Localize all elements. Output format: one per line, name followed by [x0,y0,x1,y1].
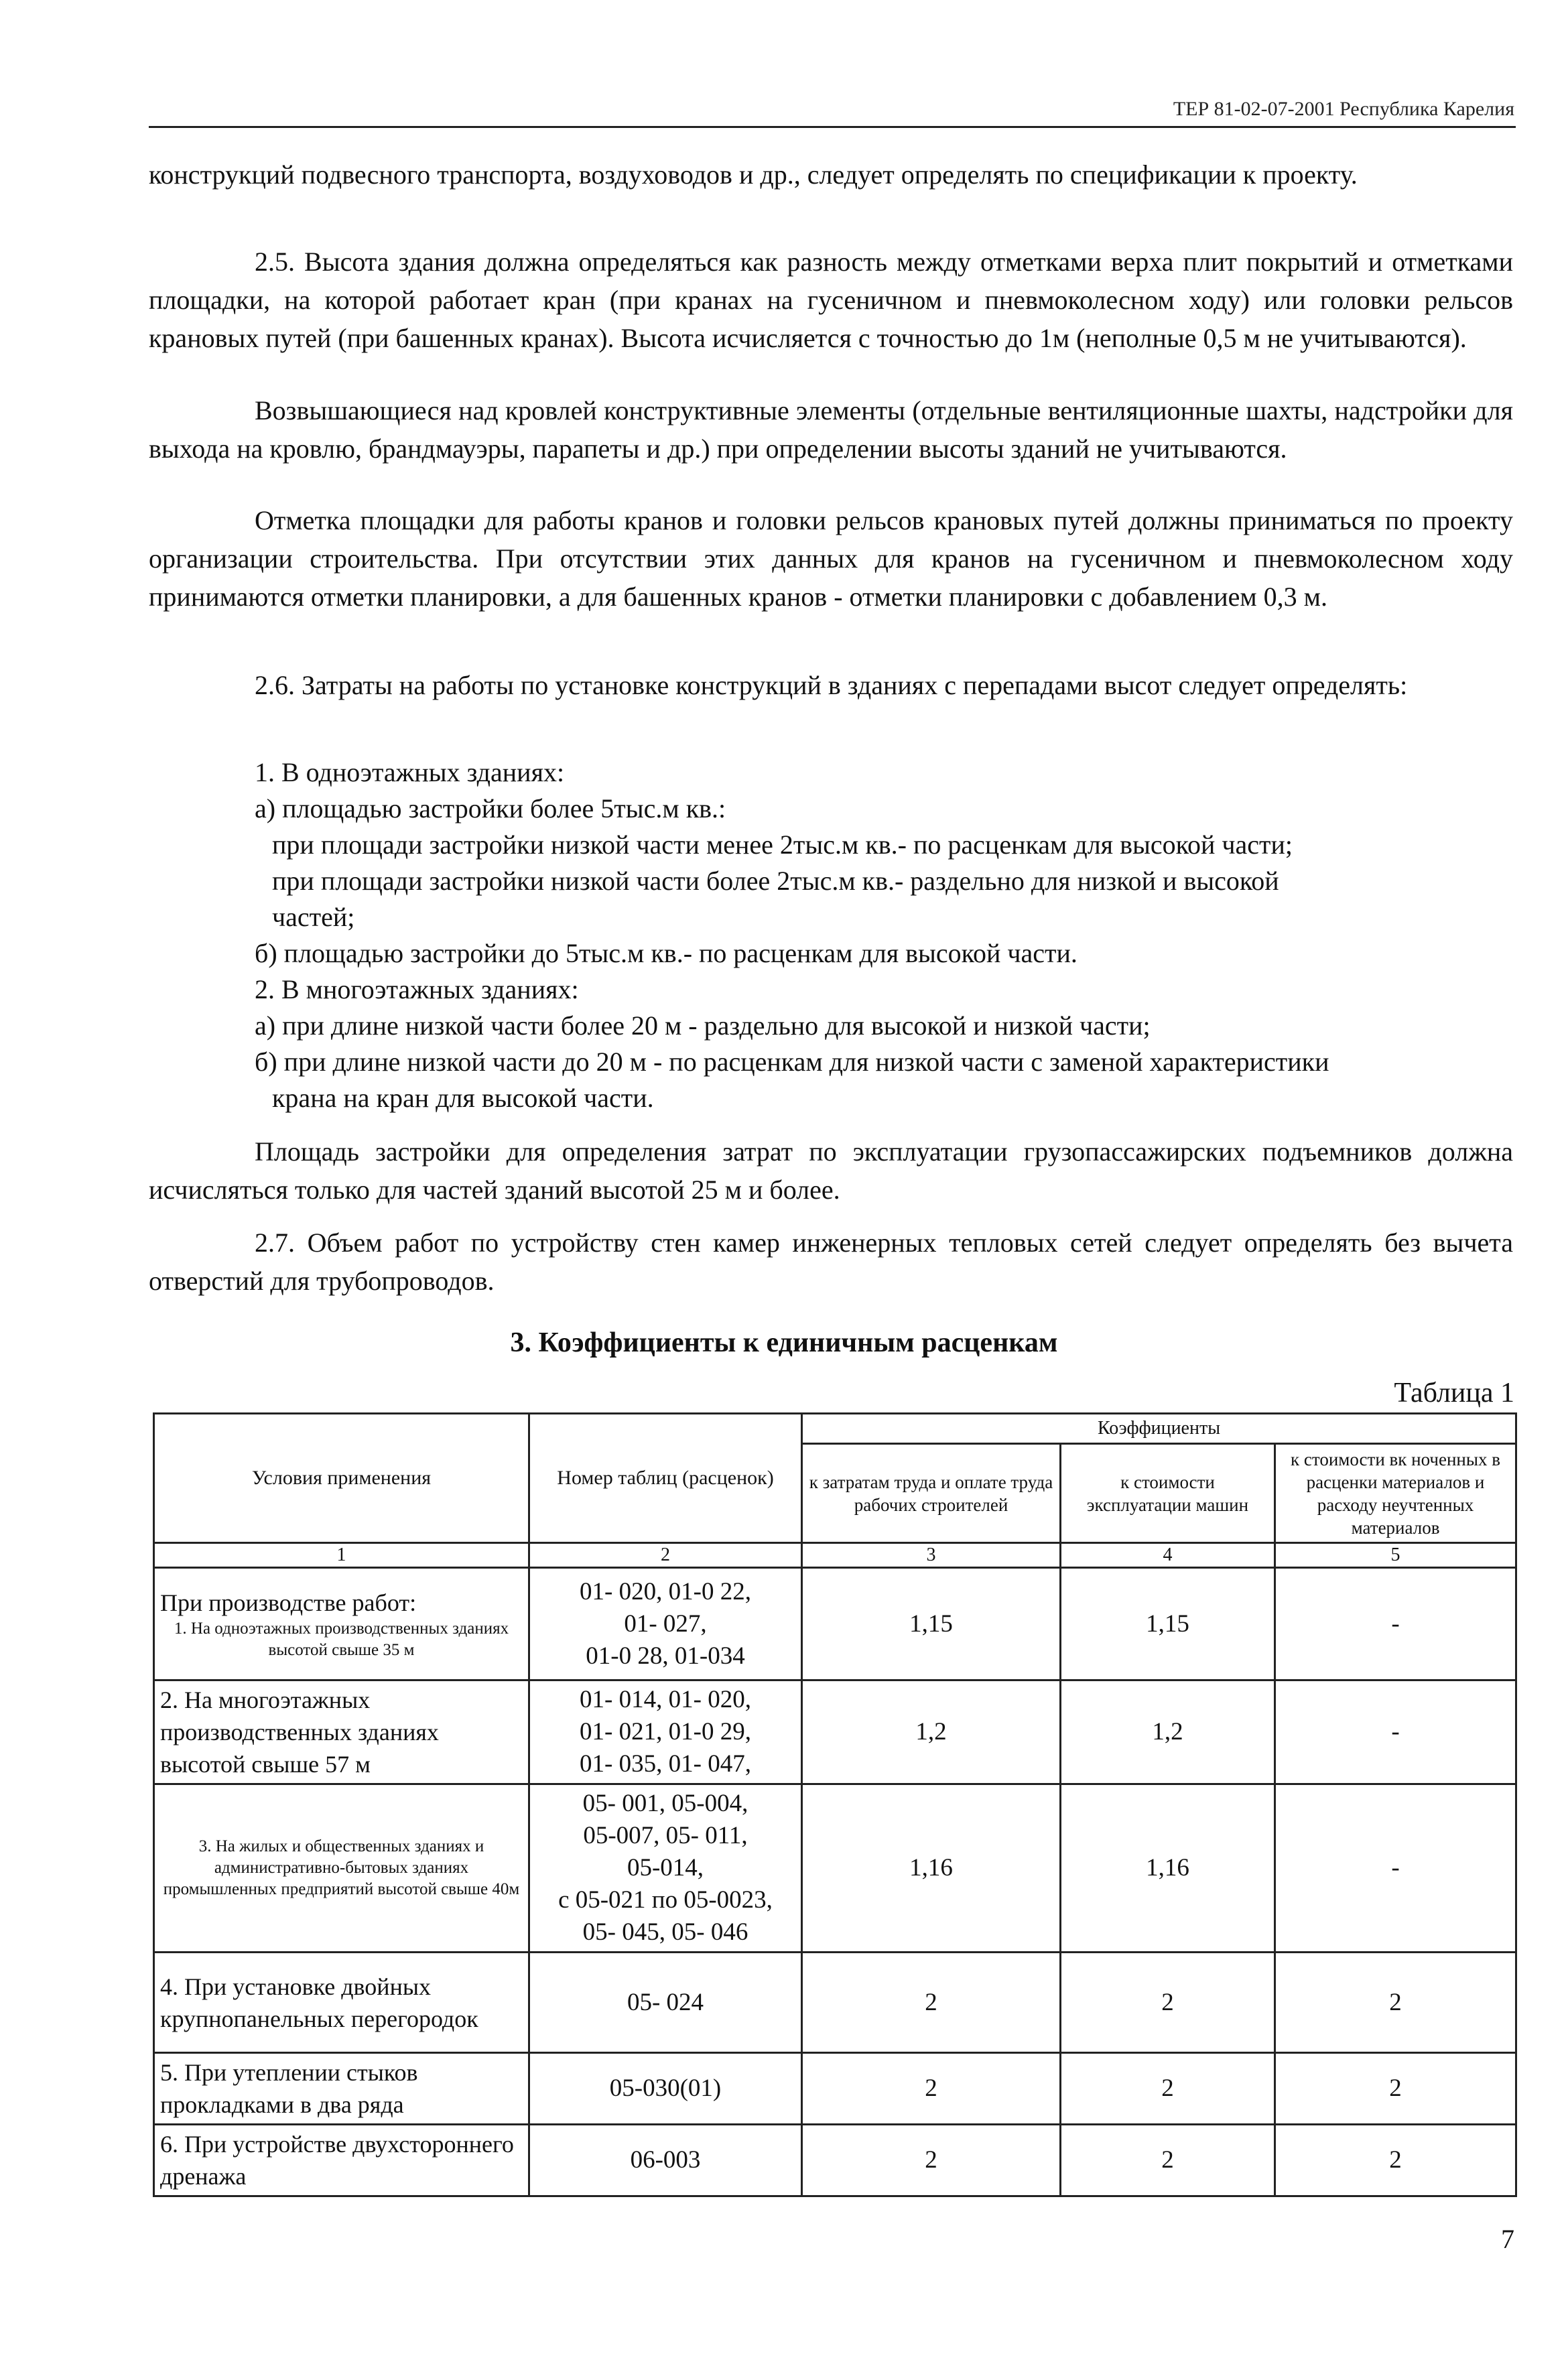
table-row [154,1784,1516,1953]
col-number: 2 [529,1543,802,1568]
document-header: ТЕР 81-02-07-2001 Республика Карелия [1173,98,1514,120]
row-coef-machines: 2 [1061,2125,1275,2196]
row-tables: 06-003 [529,2125,802,2196]
table-ref: 01- 020, 01-0 22, [580,1577,751,1605]
row-coef-materials: 2 [1275,2053,1516,2125]
paragraph-lifts: Площадь застройки для определения затрат по эксплуатации грузопассажирских подъемников должна исчисляться только для частей зданий высотой 25 м и более. [149,1136,1513,1205]
list-item-low-more-cont: частей; [272,902,355,932]
row-coef-machines: 1,15 [1061,1568,1275,1680]
table-ref: 01- 027, [624,1609,707,1638]
col-number: 3 [802,1543,1061,1568]
paragraph-2-5: 2.5. Высота здания должна определяться как разность между отметками верха плит покрытий и отметками площадки, на которой работает кран (при кранах на гусеничном и пневмоколесном ходу) или головки рельсов крановых путей (при башенных кранах). Высота исчисляется с точностью до 1м (неполные 0,5 м не учитываются). [149,247,1513,353]
table-ref: 01-0 28, 01-034 [586,1642,745,1670]
row-coef-machines: 2 [1061,1953,1275,2053]
row-coef-machines: 2 [1061,2053,1275,2125]
list-item-a2: а) при длине низкой части более 20 м - раздельно для высокой и низкой части; [255,1010,1151,1041]
list-item-a: а) площадью застройки более 5тыс.м кв.: [255,793,726,823]
row-tables: 05- 024 [529,1953,802,2053]
row-coef-labor: 2 [802,1953,1061,2053]
list-item-low-more: при площади застройки низкой части более 2тыс.м кв.- раздельно для низкой и высокой [272,866,1279,896]
table-label: Таблица 1 [1394,1378,1514,1408]
table-ref: 05-014, [627,1854,704,1882]
table-ref: 01- 021, 01-0 29, [580,1718,751,1745]
list-item-b2-cont: крана на кран для высокой части. [272,1083,654,1113]
header-materials: к стоимости вк ноченных в расценки материалов и расходу неучтенных материалов [1275,1444,1516,1543]
row-coef-materials: - [1275,1784,1516,1953]
table-row [154,2053,1516,2125]
table-ref: 01- 035, 01- 047, [580,1750,751,1778]
row-coef-labor: 1,15 [802,1568,1061,1680]
row-condition: 2. На многоэтажных производственных зданиях высотой свыше 57 м [154,1680,529,1784]
table-ref: с 05-021 по 05-0023, [558,1886,773,1914]
coefficients-table [153,1412,1517,2197]
list-item-one-story: 1. В одноэтажных зданиях: [255,757,565,787]
list-item-multi-story: 2. В многоэтажных зданиях: [255,974,579,1004]
row-coef-labor: 1,2 [802,1680,1061,1784]
table-row [154,1953,1516,2053]
row-coef-labor: 1,16 [802,1784,1061,1953]
paragraph-2-6: 2.6. Затраты на работы по установке конструкций в зданиях с перепадами высот следует определять: [255,670,1408,700]
row-coef-materials: - [1275,1680,1516,1784]
row-condition: 4. При установке двойных крупнопанельных перегородок [154,1953,529,2053]
row-condition [154,1568,529,1680]
col-number: 5 [1275,1543,1516,1568]
row-coef-labor: 2 [802,2125,1061,2196]
paragraph-crane-marks: Отметка площадки для работы кранов и головки рельсов крановых путей должны приниматься по проекту организации строительства. При отсутствии этих данных для кранов на гусеничном и пневмоколесном ходу принимаются отметки планировки, а для башенных кранов - отметки планировки с добавлением 0,3 м. [149,505,1513,612]
header-coefficients: Коэффициенты [802,1414,1516,1444]
table-row [154,1568,1516,1680]
col-number: 1 [154,1543,529,1568]
row-condition: 6. При устройстве двухстороннего дренажа [154,2125,529,2196]
row-coef-materials: 2 [1275,1953,1516,2053]
table-row [154,2125,1516,2196]
row-coef-machines: 1,16 [1061,1784,1275,1953]
row-condition-main: При производстве работ: [160,1589,417,1616]
row-tables [529,1784,802,1953]
row-coef-materials: - [1275,1568,1516,1680]
row-coef-labor: 2 [802,2053,1061,2125]
paragraph-intro: конструкций подвесного транспорта, воздуховодов и др., следует определять по спецификации к проекту. [149,159,1358,190]
header-table-no: Номер таблиц (расценок) [529,1414,802,1543]
row-condition: 3. На жилых и общественных зданиях и административно-бытовых зданиях промышленных предприятий высотой свыше 40м [154,1784,529,1953]
table-ref: 05-007, 05- 011, [583,1822,748,1849]
header-rule [149,126,1516,128]
list-item-b2: б) при длине низкой части до 20 м - по расценкам для низкой части с заменой характеристики [255,1047,1329,1077]
table-ref: 01- 014, 01- 020, [580,1686,751,1713]
col-number: 4 [1061,1543,1275,1568]
header-conditions: Условия применения [154,1414,529,1543]
list-item-low-less: при площади застройки низкой части менее 2тыс.м кв.- по расценкам для высокой части; [272,830,1293,860]
row-tables [529,1568,802,1680]
page-number: 7 [1501,2224,1514,2254]
row-coef-materials: 2 [1275,2125,1516,2196]
table-ref: 05- 001, 05-004, [582,1790,748,1817]
row-tables [529,1680,802,1784]
section-title: 3. Коэффициенты к единичным расценкам [510,1327,1058,1358]
header-labor: к затратам труда и оплате труда рабочих строителей [802,1444,1061,1543]
paragraph-protruding: Возвышающиеся над кровлей конструктивные элементы (отдельные вентиляционные шахты, надстройки для выхода на кровлю, брандмауэры, парапеты и др.) при определении высоты зданий не учитываются. [149,395,1513,464]
row-tables: 05-030(01) [529,2053,802,2125]
table-ref: 05- 045, 05- 046 [582,1918,748,1946]
table-row [154,1680,1516,1784]
header-machines: к стоимости эксплуатации машин [1061,1444,1275,1543]
row-condition: 5. При утеплении стыков прокладками в два ряда [154,2053,529,2125]
list-item-b: б) площадью застройки до 5тыс.м кв.- по расценкам для высокой части. [255,938,1077,968]
row-coef-machines: 1,2 [1061,1680,1275,1784]
paragraph-2-7: 2.7. Объем работ по устройству стен камер инженерных тепловых сетей следует определять без вычета отверстий для трубопроводов. [149,1228,1513,1296]
row-condition-sub: 1. На одноэтажных производственных зданиях высотой свыше 35 м [174,1619,509,1659]
